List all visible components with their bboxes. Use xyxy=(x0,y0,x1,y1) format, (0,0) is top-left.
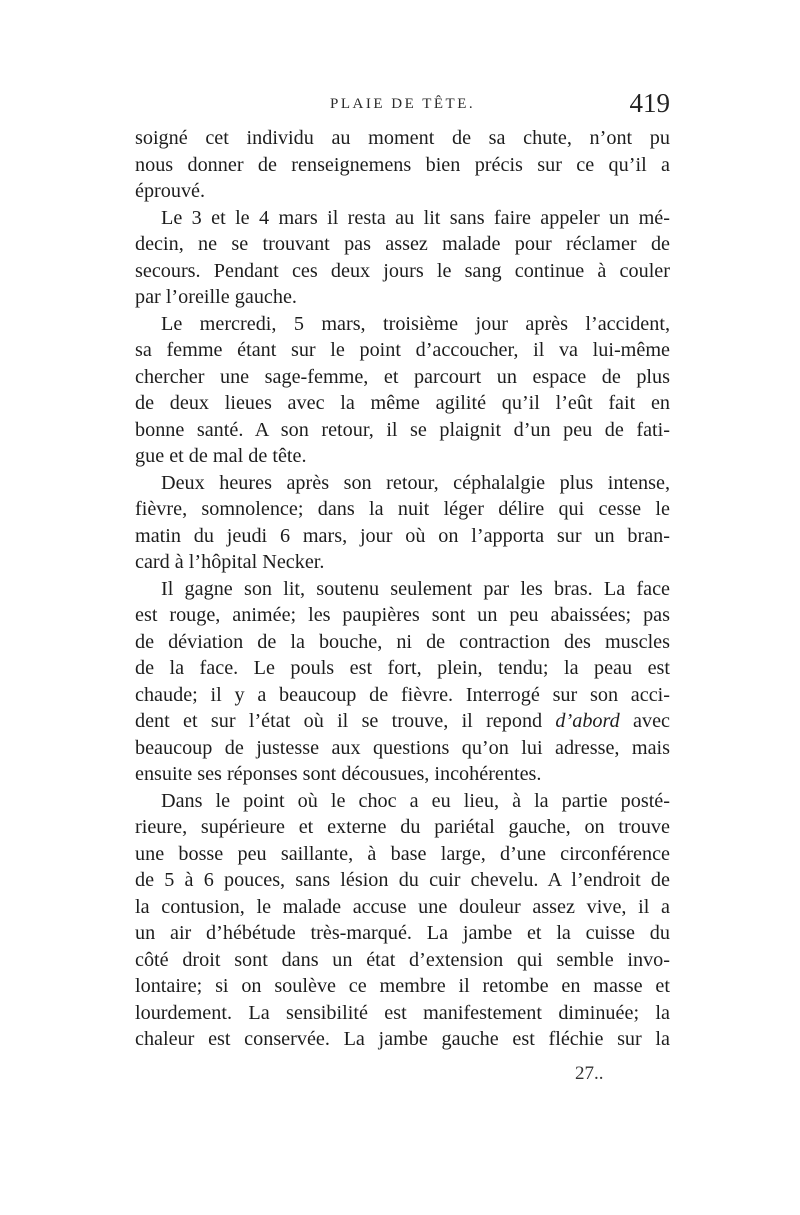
body-text xyxy=(135,125,670,1053)
paragraph-5 xyxy=(135,576,670,788)
text-line: par l’oreille gauche. xyxy=(135,286,297,308)
text-line: matin du jeudi 6 mars, jour où on l’apporta sur un bran- xyxy=(135,524,670,547)
text-line: la contusion, le malade accuse une douleur assez vive, il a xyxy=(135,895,670,918)
signature-mark: 27.. xyxy=(575,1063,604,1084)
text-line: gue et de mal de tête. xyxy=(135,445,307,467)
running-head xyxy=(135,88,670,128)
text-line: fièvre, somnolence; dans la nuit léger délire qui cesse le xyxy=(135,498,670,520)
text-line: rieure, supérieure et externe du pariétal gauche, on trouve xyxy=(135,816,670,838)
italic-emphasis: d’abord xyxy=(555,710,620,732)
text-line: de deux lieues avec la même agilité qu’il l’eût fait en xyxy=(135,392,670,414)
text-line: un air d’hébétude très-marqué. La jambe et la cuisse du xyxy=(135,922,670,944)
text-line: côté droit sont dans un état d’extension qui semble invo- xyxy=(135,948,670,971)
text-line: Le mercredi, 5 mars, troisième jour après l’accident, xyxy=(161,312,670,335)
text-line: dent et sur l’état où il se trouve, il repond d’abord avec xyxy=(135,710,670,732)
running-title: PLAIE DE TÊTE. xyxy=(330,96,476,112)
text-line: Deux heures après son retour, céphalalgie plus intense, xyxy=(161,471,670,494)
text-line: de déviation de la bouche, ni de contraction des muscles xyxy=(135,630,670,653)
text-line: chercher une sage-femme, et parcourt un espace de plus xyxy=(135,365,670,388)
text-line: de la face. Le pouls est fort, plein, tendu; la peau est xyxy=(135,657,670,679)
text-line: chaude; il y a beaucoup de fièvre. Interrogé sur son acci- xyxy=(135,683,670,706)
text-line: chaleur est conservée. La jambe gauche est fléchie sur la xyxy=(135,1028,670,1050)
text-line: decin, ne se trouvant pas assez malade pour réclamer de xyxy=(135,233,670,255)
text-line: sa femme étant sur le point d’accoucher, il va lui-même xyxy=(135,339,670,361)
text-line: card à l’hôpital Necker. xyxy=(135,551,325,573)
text-line: lontaire; si on soulève ce membre il retombe en masse et xyxy=(135,975,670,997)
text-line: ensuite ses réponses sont décousues, incohérentes. xyxy=(135,763,542,785)
paragraph-4 xyxy=(135,470,670,576)
text-line: nous donner de renseignemens bien précis sur ce qu’il a xyxy=(135,153,670,176)
text-line: éprouvé. xyxy=(135,180,206,202)
text-line: Il gagne son lit, soutenu seulement par les bras. La face xyxy=(161,577,670,600)
text-line: lourdement. La sensibilité est manifestement diminuée; la xyxy=(135,1001,670,1024)
text-line: de 5 à 6 pouces, sans lésion du cuir chevelu. A l’endroit de xyxy=(135,869,670,891)
page-number: 419 xyxy=(629,88,670,118)
text-line: Le 3 et le 4 mars il resta au lit sans faire appeler un mé- xyxy=(161,206,670,229)
paragraph-3 xyxy=(135,311,670,470)
paragraph-6 xyxy=(135,788,670,1053)
text-line: est rouge, animée; les paupières sont un peu abaissées; pas xyxy=(135,604,670,626)
text-line: Dans le point où le choc a eu lieu, à la partie posté- xyxy=(161,789,670,812)
text-line: secours. Pendant ces deux jours le sang continue à couler xyxy=(135,259,670,282)
paragraph-2 xyxy=(135,205,670,311)
text-line: soigné cet individu au moment de sa chute, n’ont pu xyxy=(135,127,670,149)
text-line: bonne santé. A son retour, il se plaignit d’un peu de fati- xyxy=(135,418,670,441)
text-line: beaucoup de justesse aux questions qu’on lui adresse, mais xyxy=(135,736,670,759)
text-line: une bosse peu saillante, à base large, d’une circonférence xyxy=(135,842,670,865)
paragraph-1 xyxy=(135,125,670,205)
